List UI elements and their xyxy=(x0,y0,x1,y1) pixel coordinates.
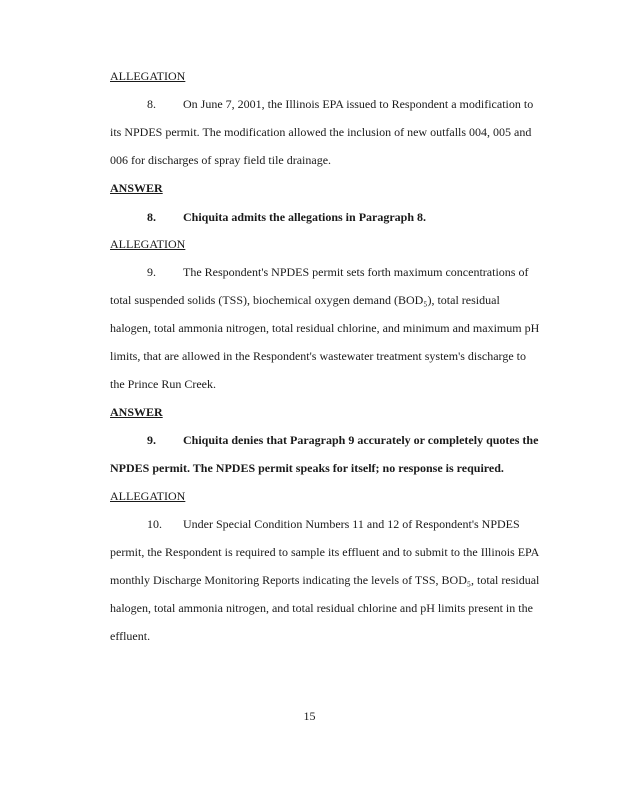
allegation-text-line: Under Special Condition Numbers 11 and 12 of Respondent's NPDES xyxy=(183,517,520,531)
allegation-text-line: 006 for discharges of spray field tile drainage. xyxy=(110,153,332,167)
answer-text-line: Chiquita denies that Paragraph 9 accurately or completely quotes the xyxy=(183,433,539,447)
paragraph-number: 10. xyxy=(147,517,162,531)
allegation-text-line: The Respondent's NPDES permit sets forth maximum concentrations of xyxy=(183,265,529,279)
answer-heading: ANSWER xyxy=(110,405,163,419)
page-number: 15 xyxy=(303,709,316,723)
allegation-text-line: limits, that are allowed in the Respondent's wastewater treatment system's discharge to xyxy=(110,349,526,363)
answer-heading: ANSWER xyxy=(110,181,163,195)
allegation-heading: ALLEGATION xyxy=(110,237,186,251)
paragraph-number: 8. xyxy=(147,97,156,111)
allegation-text-line: halogen, total ammonia nitrogen, total residual chlorine, and minimum and maximum pH xyxy=(110,321,540,335)
allegation-text-line: halogen, total ammonia nitrogen, and total residual chlorine and pH limits present in the xyxy=(110,601,533,615)
allegation-text-line: monthly Discharge Monitoring Reports indicating the levels of TSS, BOD₅, total residual xyxy=(110,573,540,587)
allegation-text-line: effluent. xyxy=(110,629,151,643)
answer-number: 9. xyxy=(147,433,156,447)
allegation-text-line: total suspended solids (TSS), biochemical oxygen demand (BOD₅), total residual xyxy=(110,293,500,307)
allegation-text-line: permit, the Respondent is required to sample its effluent and to submit to the Illinois EPA xyxy=(110,545,540,559)
allegation-heading: ALLEGATION xyxy=(110,489,186,503)
answer-text-line: NPDES permit. The NPDES permit speaks for itself; no response is required. xyxy=(110,461,504,475)
allegation-text-line: the Prince Run Creek. xyxy=(110,377,216,391)
allegation-text-line: On June 7, 2001, the Illinois EPA issued to Respondent a modification to xyxy=(183,97,534,111)
answer-number: 8. xyxy=(147,210,156,224)
paragraph-number: 9. xyxy=(147,265,156,279)
answer-text-line: Chiquita admits the allegations in Paragraph 8. xyxy=(183,210,427,224)
allegation-heading: ALLEGATION xyxy=(110,69,186,83)
allegation-text-line: its NPDES permit. The modification allowed the inclusion of new outfalls 004, 005 and xyxy=(110,125,532,139)
